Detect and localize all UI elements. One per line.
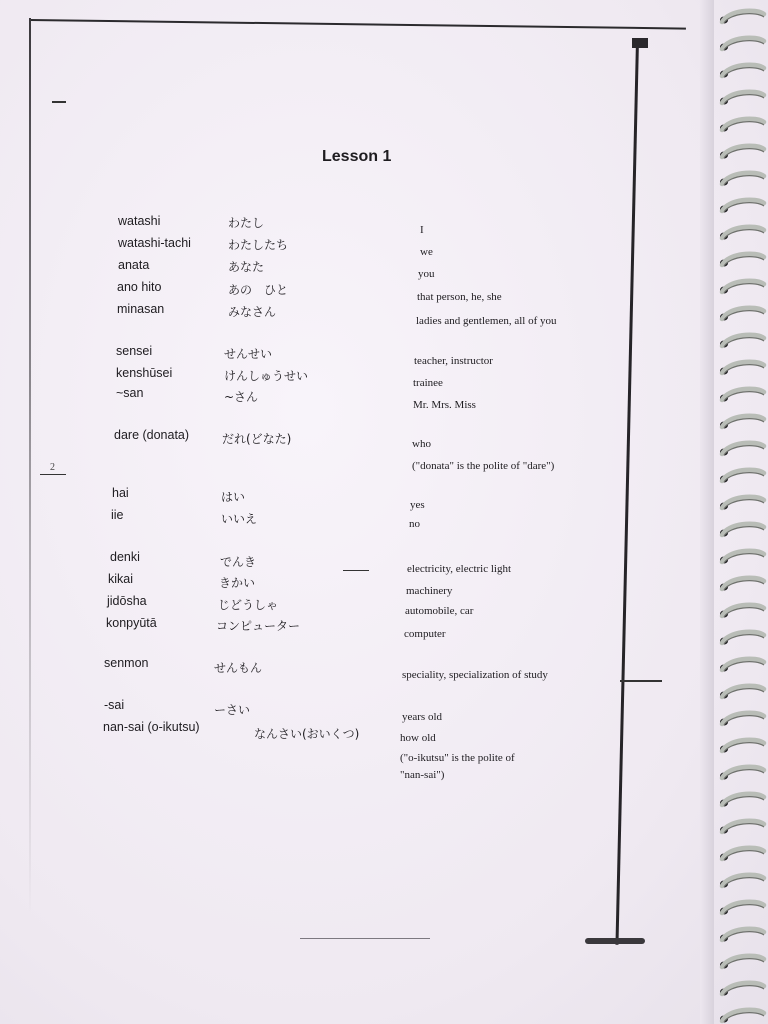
vocab-kana: あなた [228, 260, 265, 274]
page-frame-corner [632, 38, 648, 48]
vocab-meaning: electricity, electric light [407, 563, 512, 575]
spiral-coil-icon [720, 929, 764, 942]
vocab-romaji: senmon [104, 656, 149, 670]
spiral-coil-icon [720, 983, 764, 996]
spiral-coil-icon [720, 902, 764, 915]
vocab-kana: みなさん [228, 305, 277, 319]
vocab-meaning: teacher, instructor [414, 355, 493, 367]
spiral-coil-icon [720, 686, 764, 699]
spiral-coil-icon [720, 848, 764, 861]
spiral-coil-icon [720, 146, 764, 159]
spiral-coil-icon [720, 119, 764, 132]
spiral-coil-icon [720, 281, 764, 294]
spiral-coil-icon [720, 227, 764, 240]
vocab-kana: いいえ [221, 512, 258, 526]
spiral-coil-icon [720, 605, 764, 618]
spiral-coil-icon [720, 200, 764, 213]
spiral-coil-icon [720, 335, 764, 348]
vocab-meaning: yes [410, 499, 425, 511]
spiral-binding-icon [712, 0, 768, 1024]
vocab-romaji: dare (donata) [114, 428, 190, 442]
page-frame-foot [585, 938, 645, 944]
margin-number: 2 [50, 462, 55, 473]
spiral-coil-icon [720, 1010, 764, 1023]
vocab-kana: ーさい [214, 703, 251, 717]
vocab-kana: なんさい(おいくつ) [254, 727, 360, 741]
margin-tick [40, 474, 66, 475]
vocab-kana: じどうしゃ [218, 598, 279, 612]
vocab-meaning: how old [400, 732, 436, 744]
vocab-meaning: no [409, 518, 420, 530]
spiral-coil-icon [720, 659, 764, 672]
page-bottom-rule [300, 938, 430, 939]
vocab-meaning: you [418, 268, 435, 280]
vocab-romaji: kenshūsei [116, 366, 173, 380]
vocab-kana: せんせい [224, 347, 273, 361]
vocab-romaji: nan-sai (o-ikutsu) [103, 720, 200, 734]
vocab-romaji: konpyūtā [106, 616, 157, 630]
vocab-kana: だれ(どなた) [222, 432, 292, 446]
vocab-meaning: years old [402, 711, 443, 723]
spiral-coil-icon [720, 389, 764, 402]
spiral-coil-icon [720, 254, 764, 267]
vocab-kana: きかい [219, 576, 256, 590]
spiral-coil-icon [720, 956, 764, 969]
spiral-coil-icon [720, 65, 764, 78]
spiral-coil-icon [720, 551, 764, 564]
spiral-coil-icon [720, 794, 764, 807]
vocab-kana: はい [221, 490, 246, 504]
vocab-kana: わたし [228, 216, 265, 230]
vocab-kana: ~さん [224, 390, 259, 404]
spiral-coil-icon [720, 173, 764, 186]
vocab-kana: あの ひと [228, 283, 289, 297]
vocab-romaji: hai [112, 486, 129, 500]
spiral-coil-icon [720, 740, 764, 753]
spiral-coil-icon [720, 443, 764, 456]
vocab-romaji: ano hito [117, 280, 162, 294]
vocab-meaning: that person, he, she [417, 291, 502, 303]
vocab-kana: けんしゅうせい [224, 369, 309, 383]
vocab-romaji: denki [110, 550, 140, 564]
page-title: Lesson 1 [322, 148, 392, 165]
spiral-coil-icon [720, 767, 764, 780]
spiral-coil-icon [720, 308, 764, 321]
vocab-meaning: I [420, 224, 424, 236]
spiral-coil-icon [720, 470, 764, 483]
spiral-coil-icon [720, 821, 764, 834]
vocab-meaning: Mr. Mrs. Miss [413, 399, 476, 411]
vocab-kana: コンピューター [216, 619, 301, 633]
vocab-romaji: sensei [116, 344, 153, 358]
spiral-coil-icon [720, 578, 764, 591]
vocab-meaning: machinery [406, 585, 453, 597]
spiral-coil-icon [720, 713, 764, 726]
vocab-romaji: -sai [104, 698, 125, 712]
spiral-coil-icon [720, 416, 764, 429]
vocab-note: ("o-ikutsu" is the polite of [400, 752, 515, 764]
spiral-coil-icon [720, 11, 764, 24]
spiral-coil-icon [720, 632, 764, 645]
spiral-coil-icon [720, 524, 764, 537]
vocab-romaji: jidōsha [107, 594, 147, 608]
spiral-coil-icon [720, 38, 764, 51]
vocab-kana: せんもん [214, 661, 263, 675]
spiral-coil-icon [720, 362, 764, 375]
vocab-note: "nan-sai") [400, 769, 445, 781]
vocab-meaning: automobile, car [405, 605, 474, 617]
vocab-romaji: anata [118, 258, 150, 272]
vocab-romaji: watashi [118, 214, 161, 228]
vocab-romaji: watashi-tachi [118, 236, 191, 250]
spiral-coil-icon [720, 92, 764, 105]
vocab-meaning: ladies and gentlemen, all of you [416, 315, 557, 327]
vocab-meaning: trainee [413, 377, 443, 389]
vocab-meaning: computer [404, 628, 446, 640]
vocab-romaji: ~san [116, 386, 144, 400]
page-frame-left-border [29, 18, 31, 918]
vocab-romaji: iie [111, 508, 124, 522]
spiral-coil-icon [720, 497, 764, 510]
vocab-note: ("donata" is the polite of "dare") [412, 460, 555, 472]
vocab-kana: わたしたち [228, 238, 289, 252]
vocab-meaning: we [420, 246, 433, 258]
vocab-romaji: minasan [117, 302, 165, 316]
margin-tick [52, 101, 66, 103]
spiral-coil-icon [720, 875, 764, 888]
vocab-meaning: who [412, 438, 431, 450]
vocab-kana: でんき [220, 555, 257, 569]
vocab-meaning: speciality, specialization of study [402, 669, 548, 681]
margin-tick [620, 680, 662, 682]
margin-tick [343, 570, 369, 571]
vocab-romaji: kikai [108, 572, 134, 586]
